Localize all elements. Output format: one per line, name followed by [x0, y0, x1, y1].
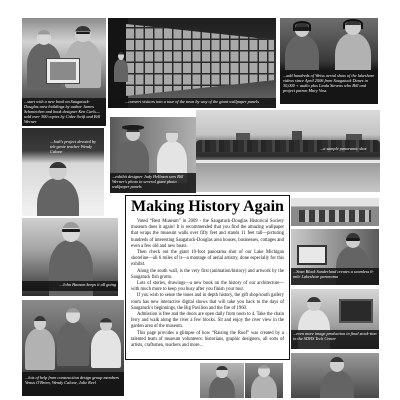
glasses	[346, 238, 360, 240]
person-head	[307, 297, 321, 311]
article-paragraph: This page provides a glimpse of how “Raising the Roof” was created by a talented team of museum volunteers: historians, graphic designers, all sorts of artists, craftsmen, teachers and more...	[131, 330, 284, 349]
person-figure	[114, 52, 128, 82]
person-figure	[208, 366, 236, 398]
person-head	[37, 30, 51, 45]
article-paragraph: Then check out the giant 10-foot panorama shot of our Lake Michigan shoreline—all 6 miles of it—a montage of aerial artistry, done especially for this exhibit.	[131, 250, 284, 268]
headphones	[293, 21, 312, 31]
photo-volunteer-man	[245, 363, 283, 398]
person-figure	[319, 357, 355, 398]
person-head	[118, 52, 124, 60]
caption-gallery-tour: ...convert visitors into a tour of the town by way of the giant wallpaper panels	[108, 98, 276, 108]
photo-tech-center	[291, 289, 379, 349]
person-torso	[320, 370, 355, 398]
person-head	[34, 316, 47, 330]
article-paragraph: Voted “Best Museum” in 2009 - the Saugatuck-Douglas Historical Society museum does it again! It is recommended that you find the amazing wallpaper that wraps the museum walls over fifty feet and stands 11 feet tall—picturing hundreds of interesting Saugatuck-Douglas area houses, businesses, cottages and even a few old and new boats.	[131, 219, 284, 249]
building-windows	[299, 210, 371, 222]
photo-john-hanson	[22, 218, 118, 296]
glasses	[76, 32, 90, 34]
photo-exhibit-designer	[110, 117, 196, 193]
person-torso	[209, 376, 236, 398]
wallpaper-panels	[126, 24, 274, 96]
article-body	[126, 219, 289, 349]
article-paragraph: Lots of stories, drawings—a new book on the history of our architecture—with much more to keep you busy after you finish your tour.	[131, 281, 284, 293]
photo-teacher-portrait	[22, 128, 104, 216]
photo-volunteer-right	[291, 353, 379, 398]
photo-museum-building	[291, 198, 379, 226]
caption-panorama-creator: ...Sean Black Sunderland creates a seamless 6-mile Lakeshore panorama	[291, 268, 379, 285]
hat	[122, 125, 144, 129]
caption-john-hanson: ...John Hanson keeps it all going	[22, 281, 118, 291]
person-head	[258, 365, 269, 377]
person-figure	[90, 318, 122, 368]
caption-exhibit-designer: ...exhibit designer Judy Hellman sees Bill Werner's photo in several giant photo wallpaper panels	[110, 173, 196, 193]
glasses	[62, 229, 79, 232]
caption-tech-center: ...even more image production in final stock-tion in the SDHS Tech Center	[291, 330, 379, 349]
person-head	[216, 366, 227, 378]
person-figure	[56, 308, 90, 366]
caption-teacher-project: ...Jodi's project devoted by tek-genie teacher Wendy Calone	[50, 139, 96, 155]
shoreline	[196, 160, 380, 163]
person-figure	[250, 365, 278, 398]
person-torso	[91, 329, 122, 368]
person-torso	[37, 178, 79, 216]
person-figure	[36, 162, 80, 216]
photo-volunteer-woman	[200, 363, 244, 398]
computer-monitor	[339, 299, 373, 323]
laptop-screen	[297, 245, 327, 265]
person-head	[166, 129, 179, 143]
photo-gallery-wallpaper	[108, 18, 276, 108]
person-torso	[114, 59, 127, 82]
caption-panorama-sample: ...a sample panoramic shot	[320, 146, 367, 151]
photo-design-helpers	[22, 300, 124, 396]
photo-panorama-creator	[291, 229, 379, 285]
person-torso	[57, 321, 90, 366]
photo-book-launch	[22, 18, 106, 126]
headphones	[343, 19, 363, 29]
caption-book-launch: ...start with a new book on Saugatuck-Douglas area buildings by author James Schmiechen and book designer Ken Carls—sold over 300 copies by Cidee Swift and Bill Werner	[22, 98, 106, 126]
article-title: Making History Again	[131, 198, 284, 215]
person-head	[49, 162, 67, 180]
person-torso	[251, 375, 278, 398]
article-paragraph: Admission is free and the doors are open daily from noon to 4. Take the chain ferry and walk along the river a few blocks. Sit and enjoy the river view in the garden area of the museum.	[131, 312, 284, 330]
caption-aerial-shots: ...add hundreds of Weiss aerial shots of the lakeshore videos since April 2006 from Saugatuck Dunes in 30,000 + audio plus Linda Stevens who Bill and project patron Mary Voss	[280, 70, 378, 104]
article-paragraph: If you wish to sense the tones and in depth history, the gift shop/south gallery room has new interactive digital shows that will take you back to the days of Saugatuck's beginnings, the Big Pavilion and the fire of 1960.	[131, 293, 284, 311]
framed-picture	[46, 58, 80, 84]
person-figure	[24, 316, 56, 370]
article-paragraph: Along the south wall, is the very first (animation/history) and artwork by the Saugatuck fish grotto.	[131, 268, 284, 280]
person-head	[330, 357, 344, 372]
photo-sample-panorama	[196, 110, 380, 192]
caption-design-helpers: ...lots of help from construction design group members Venus O'Brien, Wendy Calone, Julie Reel	[22, 372, 124, 396]
article-box	[125, 195, 290, 360]
person-torso	[25, 328, 56, 370]
person-head	[66, 308, 80, 323]
person-head	[100, 318, 113, 331]
photo-aerial-team	[280, 18, 378, 104]
